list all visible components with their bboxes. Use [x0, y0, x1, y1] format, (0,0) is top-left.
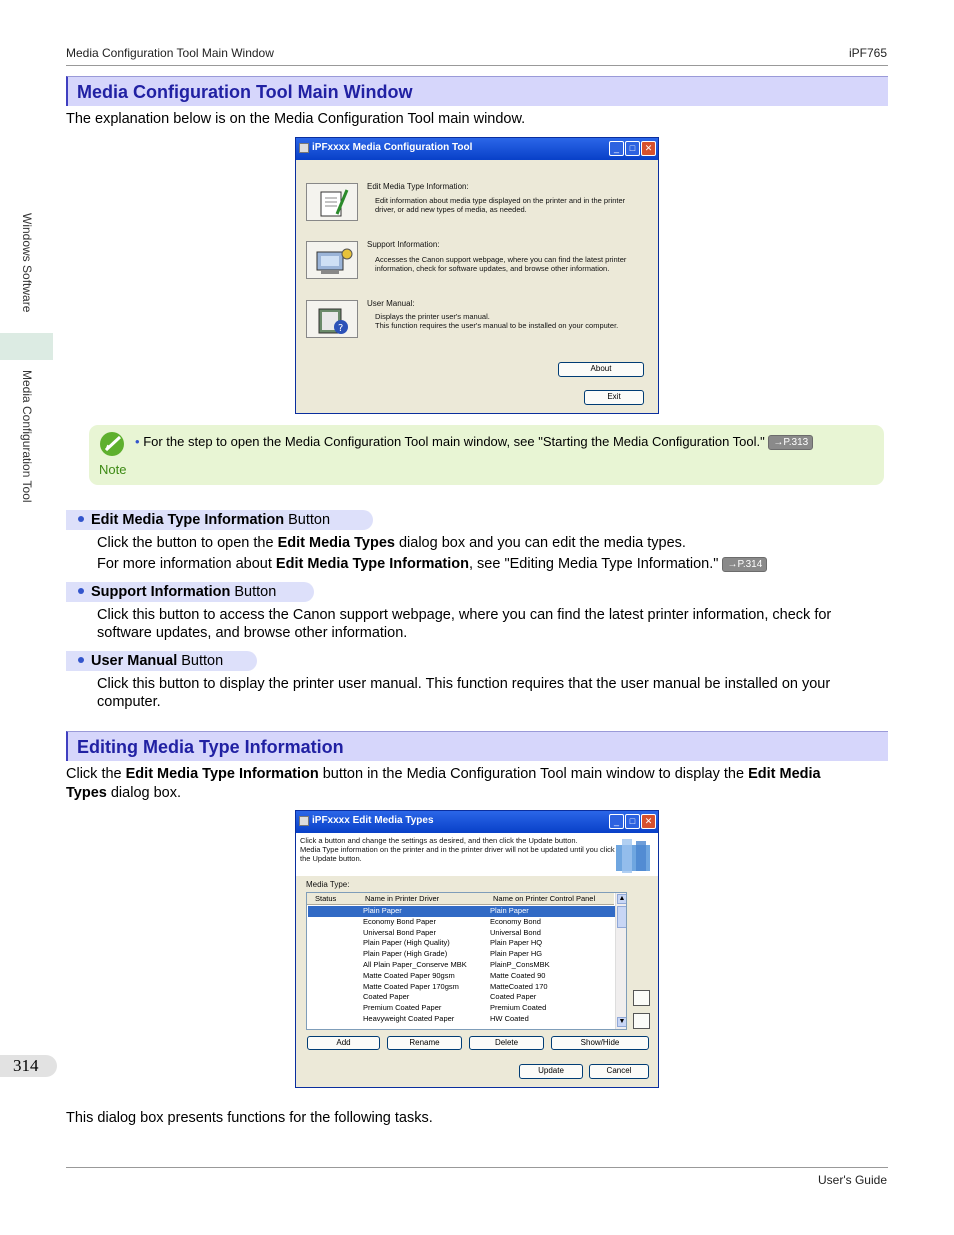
- menu-title-edit-media: Edit Media Type Information:: [367, 182, 469, 191]
- text: Click the button to open the: [97, 535, 278, 551]
- text-bold: Edit Media Type Information: [275, 556, 469, 572]
- section-heading-editing-media: [66, 731, 888, 761]
- minimize-icon[interactable]: _: [609, 814, 624, 829]
- edit-media-icon[interactable]: [306, 183, 358, 221]
- rename-button[interactable]: Rename: [387, 1036, 462, 1050]
- side-tab-windows-software: Windows Software: [20, 213, 34, 313]
- panel-name-cell: Plain Paper HG: [490, 949, 543, 959]
- show-hide-button[interactable]: Show/Hide: [551, 1036, 649, 1050]
- panel-name-cell: Economy Bond: [490, 916, 541, 926]
- bullet-title-rest: Button: [177, 653, 224, 669]
- running-header-left: Media Configuration Tool Main Window: [66, 46, 274, 60]
- bullet-title-rest: Button: [230, 584, 277, 600]
- intro-paragraph: The explanation below is on the Media Configuration Tool main window.: [66, 111, 526, 127]
- window-titlebar: [296, 811, 658, 833]
- menu-desc-support-2: information, check for software updates, and browse other information.: [375, 264, 610, 273]
- move-up-icon[interactable]: [633, 990, 650, 1006]
- text: button in the Media Configuration Tool main window to display the: [318, 766, 749, 782]
- bullet-dot: [78, 657, 84, 663]
- panel-name-cell: Premium Coated: [490, 1003, 547, 1013]
- table-row[interactable]: [308, 949, 615, 960]
- driver-name-cell: Economy Bond Paper: [363, 916, 436, 926]
- table-row[interactable]: [308, 906, 615, 917]
- media-type-label: Media Type:: [306, 880, 350, 889]
- move-down-icon[interactable]: [633, 1013, 650, 1029]
- driver-name-cell: Matte Coated Paper 90gsm: [363, 970, 455, 980]
- page-ref-314[interactable]: →P.314: [722, 557, 767, 572]
- bullet-edit-media-type: [66, 510, 373, 530]
- about-button[interactable]: About: [558, 362, 644, 377]
- table-row[interactable]: [308, 971, 615, 982]
- footer-rule: [66, 1167, 888, 1168]
- panel-name-cell: Plain Paper HQ: [490, 938, 543, 948]
- app-icon: [299, 816, 309, 826]
- table-row[interactable]: [308, 1003, 615, 1014]
- text: dialog box and you can edit the media types.: [394, 535, 686, 551]
- window-title: iPFxxxx Edit Media Types: [312, 815, 434, 826]
- cancel-button[interactable]: Cancel: [589, 1064, 649, 1079]
- table-row[interactable]: [308, 928, 615, 939]
- driver-name-cell: All Plain Paper_Conserve MBK: [363, 960, 467, 969]
- panel-name-cell: Coated Paper: [490, 992, 537, 1002]
- text: For more information about: [97, 556, 276, 572]
- table-row[interactable]: [308, 992, 615, 1003]
- section-heading-main-window: [66, 76, 888, 106]
- table-row[interactable]: [308, 960, 615, 971]
- driver-name-cell: Premium Coated Paper: [363, 1003, 442, 1013]
- info-banner: [296, 833, 658, 876]
- window-titlebar: [296, 138, 658, 160]
- driver-name-cell: Coated Paper: [363, 992, 410, 1002]
- list-scrollbar[interactable]: [615, 893, 627, 1029]
- footer-text: User's Guide: [818, 1173, 887, 1187]
- delete-button[interactable]: Delete: [469, 1036, 544, 1050]
- menu-desc-edit-media-2: driver, or add new types of media, as needed.: [375, 205, 527, 214]
- text-bold: Edit Media: [748, 766, 821, 782]
- panel-name-cell: PlainP_ConsMBK: [490, 960, 550, 969]
- bullet-title-bold: User Manual: [91, 653, 178, 669]
- driver-name-cell: Heavyweight Coated Paper: [363, 1014, 455, 1023]
- side-tab-media-config: Media Configuration Tool: [20, 370, 34, 503]
- bullet3-line1: Click this button to display the printer user manual. This function requires that the user manual be installed on your: [97, 676, 831, 692]
- maximize-icon[interactable]: □: [625, 814, 640, 829]
- minimize-icon[interactable]: _: [609, 141, 624, 156]
- exit-button[interactable]: Exit: [584, 390, 644, 405]
- text-bold: Edit Media Type Information: [125, 766, 319, 782]
- note-box: [89, 425, 884, 485]
- manual-icon[interactable]: [306, 300, 358, 338]
- media-config-window-screenshot: [295, 137, 659, 414]
- close-icon[interactable]: ✕: [641, 814, 656, 829]
- scroll-thumb[interactable]: [617, 906, 627, 928]
- menu-desc-edit-media-1: Edit information about media type displayed on the printer and in the printer: [375, 196, 626, 205]
- bullet1-line1: [97, 534, 686, 553]
- info-line-1: Click a button and change the settings as desired, and then click the Update button.: [300, 836, 578, 845]
- media-type-list[interactable]: [306, 892, 627, 1030]
- panel-name-cell: Plain Paper: [490, 906, 529, 915]
- closing-paragraph: This dialog box presents functions for the following tasks.: [66, 1110, 433, 1126]
- bullet1-line2: [97, 555, 767, 574]
- panel-name-cell: MatteCoated 170: [490, 981, 548, 991]
- panel-name-cell: Universal Bond: [490, 927, 541, 937]
- bullet3-line2: computer.: [97, 694, 161, 710]
- driver-name-cell: Universal Bond Paper: [363, 927, 436, 937]
- column-driver-name[interactable]: Name in Printer Driver: [365, 894, 440, 903]
- side-tab-marker: [0, 333, 53, 360]
- column-status[interactable]: Status: [315, 894, 337, 903]
- driver-name-cell: Plain Paper (High Grade): [363, 949, 448, 959]
- running-header-right: iPF765: [848, 46, 887, 60]
- table-row[interactable]: [308, 982, 615, 993]
- list-header: [307, 893, 614, 905]
- window-title: iPFxxxx Media Configuration Tool: [312, 142, 473, 153]
- add-button[interactable]: Add: [307, 1036, 380, 1050]
- section2-line2: [66, 784, 181, 803]
- banner-graphic-icon: [614, 837, 654, 875]
- bullet-title-bold: Edit Media Type Information: [91, 512, 285, 528]
- text: Click the: [66, 766, 126, 782]
- support-icon[interactable]: [306, 241, 358, 279]
- scroll-down-icon[interactable]: ▼: [618, 1018, 626, 1025]
- app-icon: [299, 143, 309, 153]
- section-heading-text: Editing Media Type Information: [77, 737, 344, 757]
- note-text-line: [135, 434, 813, 450]
- driver-name-cell: Plain Paper (High Quality): [363, 938, 450, 948]
- bullet2-line1: Click this button to access the Canon support webpage, where you can find the latest printer information, check for: [97, 607, 832, 623]
- maximize-icon[interactable]: □: [625, 141, 640, 156]
- menu-desc-manual-1: Displays the printer user's manual.: [375, 312, 490, 321]
- bullet-support-information: [66, 582, 314, 602]
- menu-desc-manual-2: This function requires the user's manual to be installed on your computer.: [375, 321, 619, 330]
- svg-text:?: ?: [338, 323, 344, 334]
- bullet-dot: [78, 516, 84, 522]
- scroll-up-icon[interactable]: ▲: [618, 895, 626, 902]
- bullet-dot: [78, 588, 84, 594]
- update-button[interactable]: Update: [519, 1064, 583, 1079]
- text: dialog box.: [106, 785, 182, 801]
- text-bold: Edit Media Types: [277, 535, 395, 551]
- column-panel-name[interactable]: Name on Printer Control Panel: [493, 894, 596, 903]
- panel-name-cell: HW Coated: [490, 1014, 529, 1023]
- table-row[interactable]: [308, 938, 615, 949]
- note-pencil-icon: [99, 430, 129, 458]
- driver-name-cell: Plain Paper: [363, 906, 402, 915]
- panel-name-cell: Matte Coated 90: [490, 970, 546, 980]
- menu-title-support: Support Information:: [367, 240, 440, 249]
- info-line-3: the Update button.: [300, 854, 362, 863]
- bullet-user-manual: [66, 651, 257, 671]
- table-row[interactable]: [308, 1014, 615, 1025]
- note-bullet: •: [135, 434, 140, 449]
- text-bold: Types: [66, 785, 107, 801]
- note-text: For the step to open the Media Configuration Tool main window, see "Starting the Media Configuration Tool.": [143, 434, 765, 449]
- table-row[interactable]: [308, 917, 615, 928]
- close-icon[interactable]: ✕: [641, 141, 656, 156]
- edit-media-types-window-screenshot: [295, 810, 659, 1088]
- info-line-2: Media Type information on the printer and in the printer driver will not be updated until you click: [300, 845, 615, 854]
- bullet-title-bold: Support Information: [91, 584, 231, 600]
- bullet-title-rest: Button: [284, 512, 331, 528]
- note-label: Note: [99, 462, 127, 477]
- section-heading-text: Media Configuration Tool Main Window: [77, 82, 413, 102]
- page-number: 314: [0, 1055, 57, 1077]
- menu-title-user-manual: User Manual:: [367, 299, 415, 308]
- driver-name-cell: Matte Coated Paper 170gsm: [363, 981, 459, 991]
- section2-line1: [66, 765, 821, 784]
- text: , see "Editing Media Type Information.": [469, 556, 719, 572]
- header-rule: [66, 65, 888, 66]
- page-ref-313[interactable]: →P.313: [768, 435, 813, 450]
- menu-desc-support-1: Accesses the Canon support webpage, where you can find the latest printer: [375, 255, 627, 264]
- bullet2-line2: software updates, and browse other information.: [97, 625, 408, 641]
